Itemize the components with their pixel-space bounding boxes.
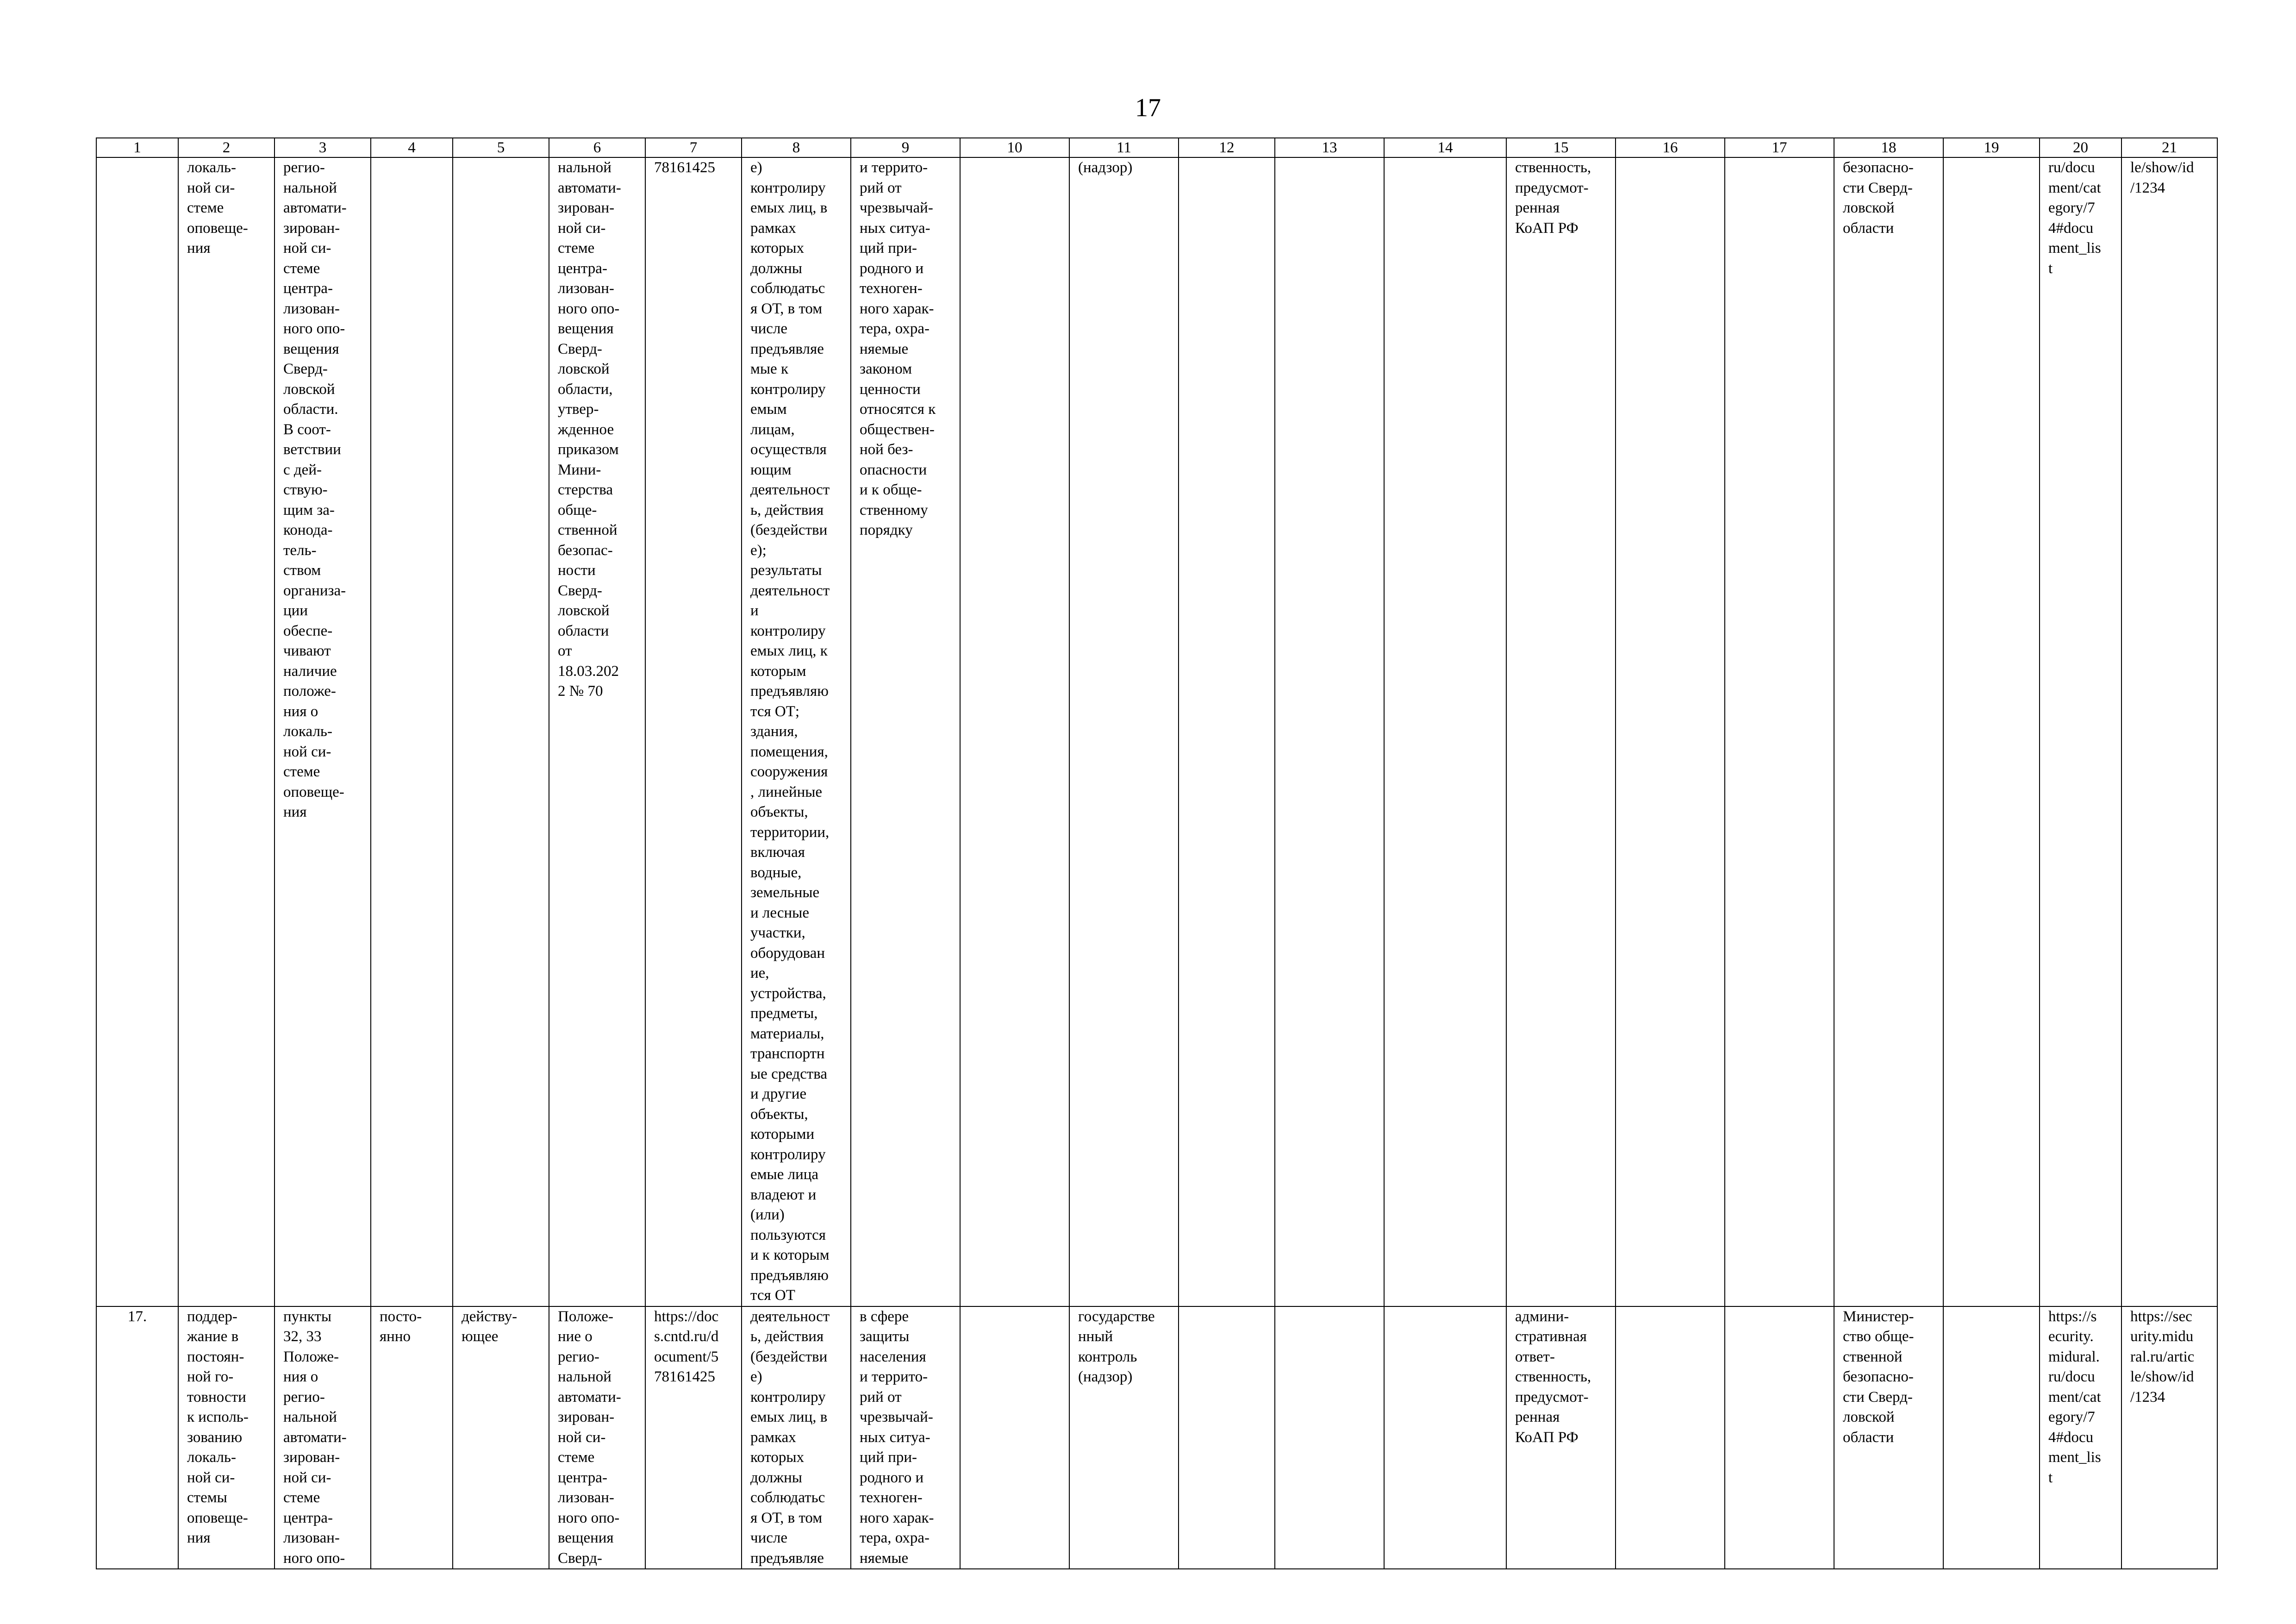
cell-text: безопасно- сти Сверд- ловской области [1843, 159, 1914, 237]
table-cell [1725, 157, 1834, 1306]
table-cell [960, 157, 1069, 1306]
cell-text: локаль- ной си- стеме оповеще- ния [187, 159, 248, 256]
cell-text: ственность, предусмот- ренная КоАП РФ [1515, 159, 1591, 237]
table-cell [645, 157, 742, 1306]
cell-text: в сфере защиты населения и террито- рий от чрезвычай- ных ситуа- ций при- родного и техноген- ного харак- тера, охра- няемые [860, 1308, 934, 1567]
table-cell [1384, 1306, 1506, 1569]
table-cell [453, 157, 549, 1306]
column-header: 14 [1384, 138, 1506, 157]
table-cell [1275, 157, 1384, 1306]
table-cell [371, 1306, 453, 1569]
table-cell [275, 1306, 371, 1569]
table-cell [178, 1306, 275, 1569]
regulation-table [96, 137, 2218, 1569]
cell-text: и террито- рий от чрезвычай- ных ситуа- ций при- родного и техноген- ного харак- тера, охра- няемые законом ценности относятся к обществен- ной без- опасности и к обще- ственному порядку [860, 159, 936, 538]
table-cell [1943, 1306, 2040, 1569]
cell-text: Министер- ство обще- ственной безопасно- сти Сверд- ловской области [1843, 1308, 1914, 1446]
column-header: 5 [453, 138, 549, 157]
cell-link-text: https://doc s.cntd.ru/d ocument/5 78161425 [654, 1308, 719, 1385]
table-cell [1069, 1306, 1179, 1569]
table-cell [851, 1306, 960, 1569]
row-number: 17. [127, 1308, 147, 1325]
table-cell [1275, 1306, 1384, 1569]
column-number-row [96, 138, 2217, 157]
page-number: 17 [1135, 94, 1161, 122]
table-cell [549, 157, 645, 1306]
table-cell [742, 157, 851, 1306]
cell-text: Положе- ние о регио- нальной автомати- зирован- ной си- стеме центра- лизован- ного опо- вещения Сверд- [558, 1308, 621, 1567]
column-header: 15 [1506, 138, 1616, 157]
table-cell [1943, 157, 2040, 1306]
table-cell [2040, 157, 2121, 1306]
table-cell [96, 1306, 178, 1569]
column-header: 13 [1275, 138, 1384, 157]
column-header: 12 [1179, 138, 1275, 157]
table-cell [371, 157, 453, 1306]
table-cell [178, 157, 275, 1306]
cell-text: регио- нальной автомати- зирован- ной си- стеме центра- лизован- ного опо- вещения Сверд- ловской области. В соот- ветствии с дей- ствую- щим за- конода- тель- ством организа- ции обеспе- чивают наличие положе- ния о локаль- ной си- стеме оповеще- ния [283, 159, 347, 820]
cell-text: е) контролиру емых лиц, в рамках которых должны соблюдатьс я ОТ, в том числе предъявляе мые к контролиру емым лицам, осуществля ющим деятельност ь, действия (бездействи е); результаты деятельност и контролиру емых лиц, к которым предъявляю тся ОТ; здания, помещения, сооружения , линейные объекты, территории, включая водные, земельные и лесные участки, оборудован ие, устройства, предметы, материалы, транспортн ые средства и другие объекты, которыми контролиру емые лица владеют и (или) пользуются и к которым предъявляю тся ОТ [750, 159, 830, 1304]
cell-text: государстве нный контроль (надзор) [1078, 1308, 1155, 1385]
column-header: 8 [742, 138, 851, 157]
cell-text: поддер- жание в постоян- ной го- товности к исполь- зованию локаль- ной си- стемы оповеще- ния [187, 1308, 249, 1546]
cell-link-text: https://sec urity.midu ral.ru/artic le/show/id /1234 [2130, 1308, 2195, 1405]
table-cell [1384, 157, 1506, 1306]
table-cell [1834, 157, 1943, 1306]
table-cell [960, 1306, 1069, 1569]
column-header: 2 [178, 138, 275, 157]
column-header: 7 [645, 138, 742, 157]
table-cell [1179, 157, 1275, 1306]
column-header: 16 [1616, 138, 1725, 157]
table-cell [1506, 1306, 1616, 1569]
cell-text: посто- янно [380, 1308, 422, 1345]
table-cell [2121, 157, 2217, 1306]
column-header: 17 [1725, 138, 1834, 157]
table-row [96, 1306, 2217, 1569]
table-cell [1179, 1306, 1275, 1569]
cell-text: (надзор) [1078, 159, 1133, 176]
cell-text: админи- стративная ответ- ственность, предусмот- ренная КоАП РФ [1515, 1308, 1591, 1446]
column-header: 4 [371, 138, 453, 157]
cell-text: le/show/id /1234 [2130, 159, 2194, 196]
cell-text: пункты 32, 33 Положе- ния о регио- нальной автомати- зирован- ной си- стеме центра- лизован- ного опо- [283, 1308, 347, 1567]
table-cell [1834, 1306, 1943, 1569]
table-cell [1616, 157, 1725, 1306]
column-header: 20 [2040, 138, 2121, 157]
table-cell [1725, 1306, 1834, 1569]
table-cell [275, 157, 371, 1306]
table-cell [1069, 157, 1179, 1306]
table-cell [2040, 1306, 2121, 1569]
table-cell [1616, 1306, 1725, 1569]
table-cell [549, 1306, 645, 1569]
table-cell [2121, 1306, 2217, 1569]
column-header: 6 [549, 138, 645, 157]
column-header: 1 [96, 138, 178, 157]
cell-link-text: https://s ecurity. midural. ru/docu ment/cat egory/7 4#docu ment_lis t [2048, 1308, 2101, 1486]
table-cell [851, 157, 960, 1306]
cell-text: действу- ющее [462, 1308, 518, 1345]
column-header: 11 [1069, 138, 1179, 157]
cell-text: ru/docu ment/cat egory/7 4#docu ment_lis t [2048, 159, 2101, 277]
cell-text: нальной автомати- зирован- ной си- стеме центра- лизован- ного опо- вещения Сверд- ловской области, утвер- жденное приказом Мини- стерства обще- ственной безопас- ности Сверд- ловской области от 18.03.202 2 № 70 [558, 159, 621, 700]
table-cell [742, 1306, 851, 1569]
table-row [96, 157, 2217, 1306]
table-cell [453, 1306, 549, 1569]
column-header: 21 [2121, 138, 2217, 157]
table-cell [645, 1306, 742, 1569]
column-header: 18 [1834, 138, 1943, 157]
table-cell [96, 157, 178, 1306]
column-header: 3 [275, 138, 371, 157]
column-header: 10 [960, 138, 1069, 157]
table-cell [1506, 157, 1616, 1306]
cell-text: деятельност ь, действия (бездействи е) контролиру емых лиц, в рамках которых должны соблюдатьс я ОТ, в том числе предъявляе [750, 1308, 830, 1567]
column-header: 19 [1943, 138, 2040, 157]
column-header: 9 [851, 138, 960, 157]
cell-text: 78161425 [654, 159, 715, 176]
